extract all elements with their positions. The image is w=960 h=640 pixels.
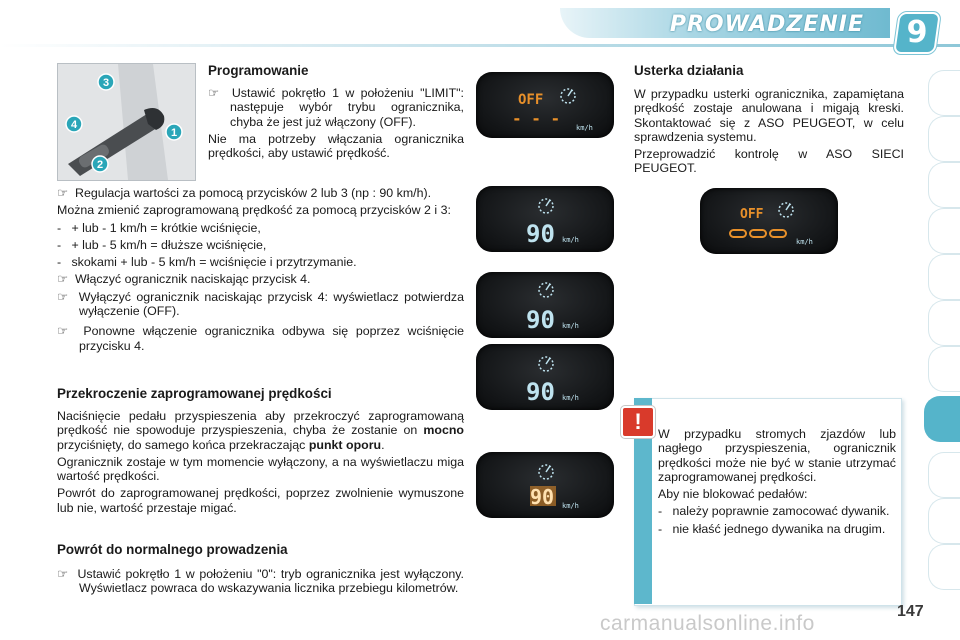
paragraph: Powrót do zaprogramowanej prędkości, poprzez zwolnienie wymuszone lub nie, wartość przestaje migać.: [57, 486, 464, 515]
bullet-text: Włączyć ogranicznik naciskając przycisk 4.: [75, 272, 311, 287]
lcd-unit: km/h: [562, 236, 579, 244]
lcd-display-speed: [476, 272, 614, 338]
chapter-tab[interactable]: [928, 70, 960, 116]
page-title: PROWADZENIE: [669, 12, 864, 37]
lcd-display-off: [476, 72, 614, 138]
programming-body: [57, 186, 464, 356]
bullet-text: Regulacja wartości za pomocą przycisków 2 lub 3 (np : 90 km/h).: [75, 186, 432, 200]
lcd-off-text: OFF: [518, 92, 544, 108]
chapter-tab[interactable]: [928, 346, 960, 392]
lcd-unit: km/h: [796, 238, 813, 246]
dash-item: - skokami + lub - 5 km/h = wciśnięcie i przytrzymanie.: [57, 255, 357, 270]
stalk-label: 4: [70, 119, 78, 131]
stalk-label: 3: [102, 77, 110, 89]
exceed-body: [57, 409, 464, 518]
paragraph: Aby nie blokować pedałów:: [658, 487, 808, 502]
chapter-number: 9: [906, 15, 928, 50]
chapter-tab[interactable]: [928, 254, 960, 300]
stalk-label: 2: [96, 159, 104, 171]
paragraph: Można zmienić zaprogramowaną prędkość za pomocą przycisków 2 i 3:: [57, 203, 451, 218]
lcd-speed: 90: [526, 306, 555, 334]
bullet-item: [57, 272, 464, 286]
speedometer-icon: [561, 89, 575, 103]
paragraph: W przypadku stromych zjazdów lub nagłego przyspieszenia, ogranicznik prędkości może nie być w stanie utrzymać zaprogramowanej prędkości.: [658, 427, 896, 484]
lcd-speed: 90: [526, 220, 555, 248]
bullet-item: [57, 324, 464, 353]
lcd-unit: km/h: [562, 502, 579, 510]
section-heading-back: Powrót do normalnego prowadzenia: [57, 542, 288, 557]
pointer-icon: ☞: [57, 272, 75, 287]
lcd-blink-speed: 90: [530, 485, 555, 509]
stalk-drawing: [58, 64, 195, 180]
chapter-tab[interactable]: [928, 162, 960, 208]
section-heading-exceed: Przekroczenie zaprogramowanej prędkości: [57, 386, 332, 401]
pointer-icon: ☞: [57, 324, 84, 339]
watermark: carmanualsonline.info: [600, 612, 815, 635]
back-body: [57, 567, 464, 599]
lcd-unit: km/h: [562, 394, 579, 402]
lcd-display-speed: [476, 344, 614, 410]
warning-body: [658, 427, 896, 539]
chapter-tab-active[interactable]: [924, 396, 960, 442]
dash-text: nie kłaść jednego dywanika na drugim.: [672, 521, 886, 536]
paragraph: Nie ma potrzeby włączania ogranicznika prędkości, aby ustawić prędkość.: [208, 131, 464, 161]
pointer-icon: ☞: [57, 289, 79, 304]
dash-text: + lub - 5 km/h = dłuższe wciśnięcie,: [71, 237, 267, 252]
chapter-tab[interactable]: [928, 544, 960, 590]
bullet-text: Wyłączyć ogranicznik naciskając przycisk 4: wyświetlacz potwierdza wyłączenie (OFF).: [78, 289, 464, 319]
lcd-speed: 90: [526, 378, 555, 406]
header-line: [0, 44, 960, 47]
blinking-dashes: [730, 230, 786, 237]
paragraph: Ogranicznik zostaje w tym momencie wyłączony, a na wyświetlaczu miga wartość prędkości.: [57, 454, 464, 484]
speedometer-icon: [539, 199, 553, 213]
dash-item: - należy poprawnie zamocować dywanik.: [658, 504, 890, 519]
fault-body: [634, 87, 904, 179]
paragraph: Przeprowadzić kontrolę w ASO SIECI PEUGEOT.: [634, 147, 904, 176]
bullet-text: Ustawić pokrętło 1 w położeniu "0": tryb ogranicznika jest wyłączony. Wyświetlacz powraca do wskazywania licznika przebiegu kilometrów.: [77, 567, 465, 596]
lcd-unit: km/h: [562, 322, 579, 330]
chapter-tab[interactable]: [928, 498, 960, 544]
chapter-tab[interactable]: [928, 300, 960, 346]
dash-item: - + lub - 5 km/h = dłuższe wciśnięcie,: [57, 237, 267, 252]
bullet-text: Ustawić pokrętło 1 w położeniu "LIMIT": następuje wybór trybu ogranicznika, chyba że jest już włączony (OFF).: [230, 86, 464, 129]
dash-item: - + lub - 1 km/h = krótkie wciśnięcie,: [57, 220, 261, 235]
bullet-item: [57, 186, 464, 200]
speedometer-icon: [779, 203, 793, 217]
page-number: 147: [897, 603, 924, 620]
dash-text: + lub - 1 km/h = krótkie wciśnięcie,: [71, 220, 261, 235]
section-heading-programming: Programowanie: [208, 63, 309, 78]
lcd-unit: km/h: [576, 124, 593, 132]
stalk-illustration: [57, 63, 196, 181]
section-heading-fault: Usterka działania: [634, 63, 744, 78]
chapter-tab[interactable]: [928, 208, 960, 254]
lcd-display-fault: [700, 188, 838, 254]
warning-icon: !: [621, 406, 655, 438]
bullet-item: [57, 567, 464, 596]
chapter-tab[interactable]: [928, 452, 960, 498]
lcd-display-blinking: [476, 452, 614, 518]
programming-intro: [208, 86, 464, 163]
chapter-tab[interactable]: [928, 116, 960, 162]
lcd-display-speed: [476, 186, 614, 252]
paragraph: Naciśnięcie pedału przyspieszenia aby przekroczyć zaprogramowaną prędkość nie spowoduje przyspieszenia, chyba że zostanie on mocno przyciśnięty, do samego końca przekraczając punkt oporu.: [57, 409, 464, 452]
paragraph: W przypadku usterki ogranicznika, zapamiętana prędkość zostaje anulowana i migają kreski. Skontaktować się z ASO PEUGEOT, w celu sprawdzenia systemu.: [634, 87, 904, 144]
pointer-icon: ☞: [208, 86, 232, 100]
pointer-icon: ☞: [57, 186, 75, 200]
chapter-tabs: [924, 70, 960, 610]
lcd-dashes: - - -: [512, 109, 561, 128]
bullet-item: [57, 290, 464, 319]
speedometer-icon: [539, 357, 553, 371]
stalk-label: 1: [170, 127, 178, 139]
pointer-icon: ☞: [57, 567, 78, 581]
dash-text: należy poprawnie zamocować dywanik.: [672, 504, 890, 519]
lcd-off-text: OFF: [740, 207, 764, 222]
bullet-text: Ponowne włączenie ogranicznika odbywa się poprzez wciśnięcie przycisku 4.: [79, 324, 465, 353]
bullet-item: [208, 86, 464, 129]
dash-text: skokami + lub - 5 km/h = wciśnięcie i przytrzymanie.: [71, 255, 357, 270]
dash-item: - nie kłaść jednego dywanika na drugim.: [658, 521, 886, 536]
speedometer-icon: [539, 283, 553, 297]
speedometer-icon: [539, 465, 553, 479]
